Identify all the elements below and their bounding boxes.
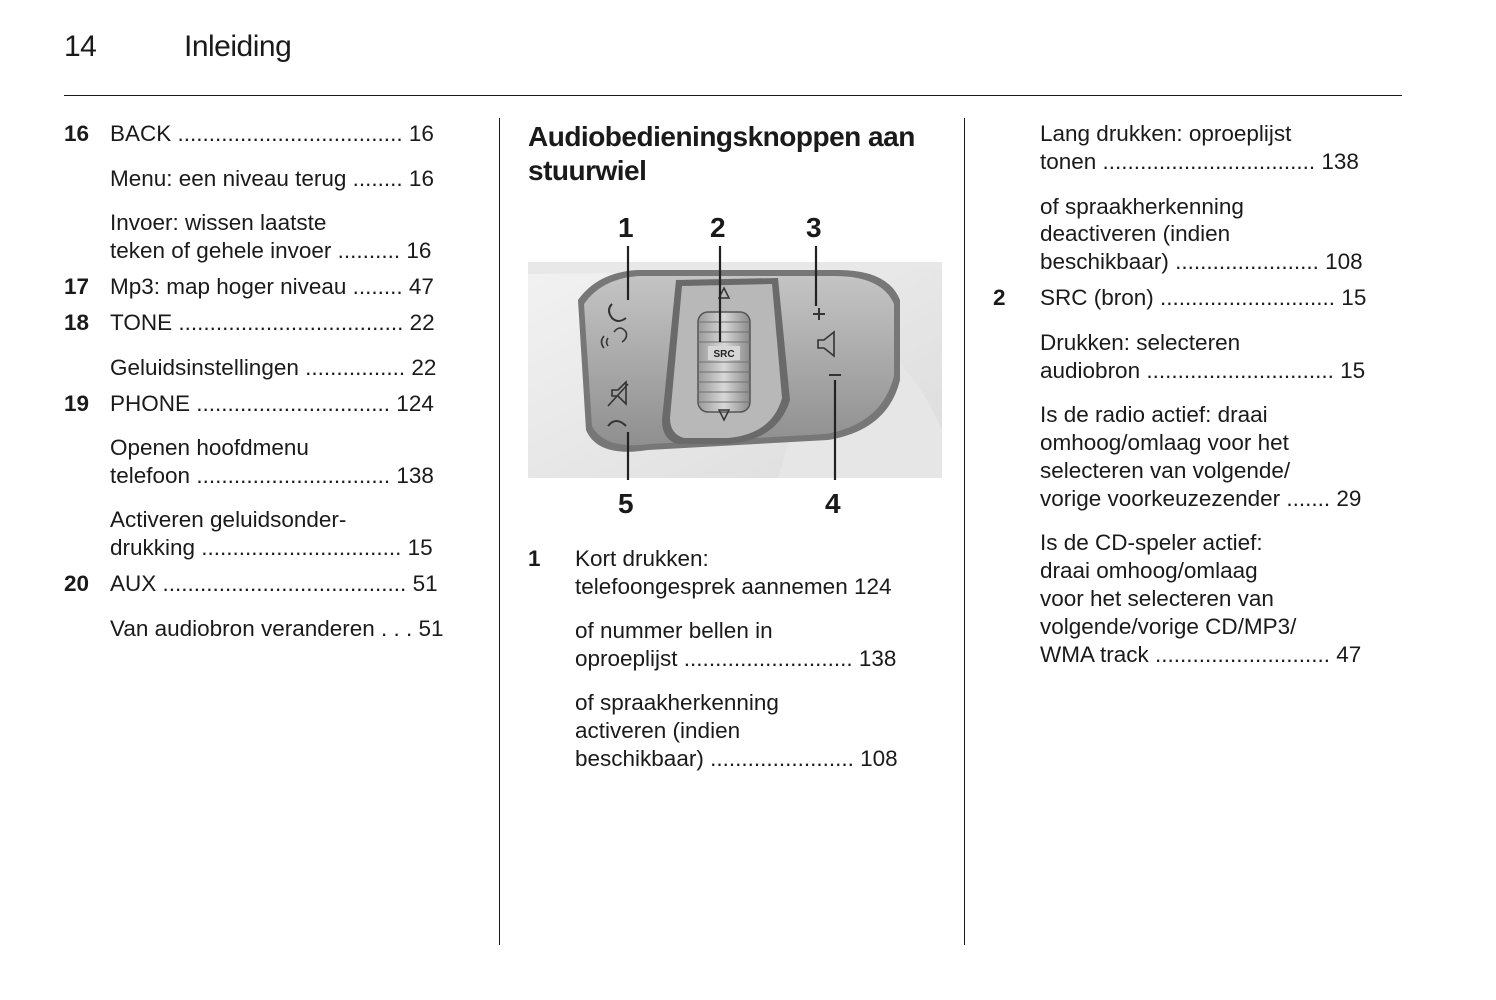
entry-line: telefoongesprek aannemen 124 xyxy=(575,574,892,599)
entry-line: tonen .................................. 138 xyxy=(1040,149,1359,174)
entry-line: Menu: een niveau terug ........ 16 xyxy=(110,166,434,191)
page-title: Inleiding xyxy=(184,30,292,63)
entry-line: omhoog/omlaag voor het xyxy=(1040,430,1289,455)
entry-line: beschikbaar) ....................... 108 xyxy=(575,746,898,771)
callout-1: 1 xyxy=(618,212,634,243)
entry-line: Lang drukken: oproeplijst xyxy=(1040,121,1292,146)
entry-line: SRC (bron) ............................ 15 xyxy=(1040,285,1367,310)
entry-line: PHONE ............................... 124 xyxy=(110,391,434,416)
src-button-label: SRC xyxy=(713,349,735,360)
column-divider-right xyxy=(964,118,965,945)
entry-line: activeren (indien xyxy=(575,718,741,743)
callout-5: 5 xyxy=(618,488,634,519)
entry-line: Mp3: map hoger niveau ........ 47 xyxy=(110,274,434,299)
entry-line: Invoer: wissen laatste xyxy=(110,210,327,235)
entry-line: Openen hoofdmenu xyxy=(110,435,309,460)
entry-number: 1 xyxy=(528,546,541,571)
entry-line: vorige voorkeuzezender ....... 29 xyxy=(1040,486,1362,511)
entry-line: Is de CD-speler actief: xyxy=(1040,530,1263,555)
header-divider xyxy=(64,95,1402,96)
steering-wheel-controls-figure xyxy=(528,200,942,530)
entry-line: Activeren geluidsonder- xyxy=(110,507,347,532)
section-heading-line: Audiobedieningsknoppen aan xyxy=(528,121,915,152)
entry-line: telefoon ............................... 138 xyxy=(110,463,434,488)
entry-number: 2 xyxy=(993,285,1006,310)
steering-wheel-controls-illustration xyxy=(528,200,942,530)
entry-line: of spraakherkenning xyxy=(1040,194,1244,219)
entry-line: deactiveren (indien xyxy=(1040,221,1231,246)
entry-line: voor het selecteren van xyxy=(1040,586,1274,611)
section-heading-line: stuurwiel xyxy=(528,155,647,186)
entry-line: oproeplijst ........................... 138 xyxy=(575,646,897,671)
entry-line: of spraakherkenning xyxy=(575,690,779,715)
entry-line: of nummer bellen in xyxy=(575,618,773,643)
entry-number: 16 xyxy=(64,121,90,146)
entry-line: Is de radio actief: draai xyxy=(1040,402,1268,427)
entry-line: draai omhoog/omlaag xyxy=(1040,558,1258,583)
entry-line: selecteren van volgende/ xyxy=(1040,458,1291,483)
entry-line: TONE .................................... 22 xyxy=(110,310,435,335)
entry-line: Geluidsinstellingen ................ 22 xyxy=(110,355,437,380)
entry-line: teken of gehele invoer .......... 16 xyxy=(110,238,432,263)
entry-number: 19 xyxy=(64,391,90,416)
entry-line: volgende/vorige CD/MP3/ xyxy=(1040,614,1297,639)
entry-line: Kort drukken: xyxy=(575,546,709,571)
entry-line: drukking ................................ 15 xyxy=(110,535,433,560)
section-heading xyxy=(528,120,915,188)
callout-2: 2 xyxy=(710,212,726,243)
entry-number: 20 xyxy=(64,571,90,596)
entry-line: AUX ....................................... 51 xyxy=(110,571,438,596)
entry-number: 18 xyxy=(64,310,90,335)
callout-3: 3 xyxy=(806,212,822,243)
entry-line: BACK .................................... 16 xyxy=(110,121,434,146)
entry-line: beschikbaar) ....................... 108 xyxy=(1040,249,1363,274)
entry-line: Drukken: selecteren xyxy=(1040,330,1241,355)
column-divider-left xyxy=(499,118,500,945)
callout-4: 4 xyxy=(825,488,841,519)
entry-line: Van audiobron veranderen . . . 51 xyxy=(110,616,444,641)
page-number: 14 xyxy=(64,30,97,63)
entry-line: audiobron .............................. 15 xyxy=(1040,358,1366,383)
entry-number: 17 xyxy=(64,274,90,299)
entry-line: WMA track ............................ 47 xyxy=(1040,642,1362,667)
